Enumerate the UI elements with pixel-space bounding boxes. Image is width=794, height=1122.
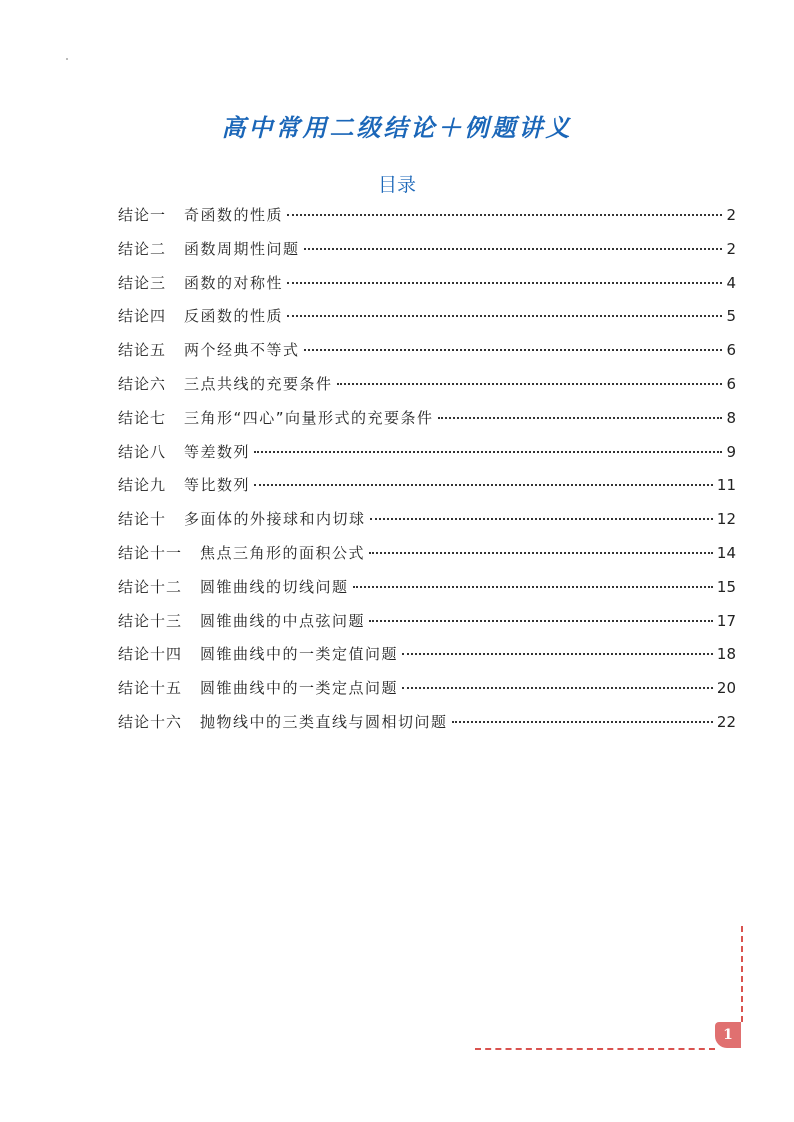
toc-entry-page: 20 [716,679,736,698]
toc-entry[interactable] [118,542,736,576]
toc-dot-leader [402,687,713,689]
toc-entry[interactable] [118,373,736,407]
toc-entry-number: 结论六 [118,374,167,393]
toc-entry[interactable] [118,643,736,677]
toc-entry[interactable] [118,576,736,610]
toc-dot-leader [287,214,722,216]
toc-heading: 目录 [377,174,416,196]
toc-entry[interactable] [118,508,736,542]
toc-entry-number: 结论十一 [118,543,183,562]
toc-entry-page: 15 [716,577,736,596]
toc-dot-leader [452,721,713,723]
toc-entry-title: 圆锥曲线中的一类定值问题 [200,645,399,664]
toc-entry-page: 4 [726,273,736,292]
toc-entry-page: 17 [716,611,736,630]
toc-dot-leader [369,552,713,554]
toc-entry-page: 11 [716,476,736,495]
toc-entry-title: 反函数的性质 [184,307,284,326]
page-corner-horizontal-dashes [475,1048,715,1050]
toc-entry-number: 结论十 [118,510,167,529]
toc-entry-page: 5 [726,307,736,326]
toc-entry-page: 6 [726,341,736,360]
toc-dot-leader [254,451,722,453]
toc-dot-leader [287,315,722,317]
toc-entry-page: 2 [726,239,736,258]
toc-entry-number: 结论十三 [118,611,183,630]
toc-entry-title: 圆锥曲线的中点弦问题 [200,611,366,630]
page-number-badge: 1 [715,1022,741,1048]
toc-entry-page: 2 [726,206,736,224]
toc-entry-page: 8 [726,408,736,427]
toc-entry[interactable] [118,204,736,238]
toc-entry-page: 22 [716,712,736,731]
toc-dot-leader [369,620,713,622]
toc-entry[interactable] [118,441,736,475]
toc-entry-number: 结论十二 [118,577,183,596]
toc-entry-title: 圆锥曲线的切线问题 [200,577,349,596]
toc-entry-number: 结论三 [118,273,167,292]
toc-entry-number: 结论十五 [118,679,183,698]
toc-entry-page: 12 [716,510,736,529]
toc-entry-title: 三点共线的充要条件 [184,374,333,393]
toc-entry[interactable] [118,339,736,373]
toc-entry-number: 结论十四 [118,645,183,664]
toc-entry[interactable] [118,238,736,272]
toc-dot-leader [254,484,713,486]
toc-dot-leader [370,518,713,520]
toc-entry-title: 等比数列 [184,476,251,495]
toc-dot-leader [304,349,723,351]
toc-entry-title: 多面体的外接球和内切球 [184,510,366,529]
toc-entry[interactable] [118,272,736,306]
toc-dot-leader [438,417,723,419]
toc-entry-page: 9 [726,442,736,461]
toc-dot-leader [353,586,713,588]
toc-entry[interactable] [118,711,736,745]
toc-entry-title: 奇函数的性质 [184,206,284,224]
toc-entry[interactable] [118,677,736,711]
toc-entry-page: 18 [716,645,736,664]
toc-entry-number: 结论二 [118,239,167,258]
toc-entry-title: 两个经典不等式 [184,341,300,360]
document-title: 高中常用二级结论＋例题讲义 [221,113,573,143]
toc-entry-number: 结论四 [118,307,167,326]
table-of-contents [118,204,736,745]
toc-entry[interactable] [118,610,736,644]
toc-entry-title: 函数周期性问题 [184,239,300,258]
toc-dot-leader [402,653,713,655]
toc-entry-page: 14 [716,543,736,562]
toc-entry-number: 结论九 [118,476,167,495]
toc-dot-leader [304,248,723,250]
toc-entry-number: 结论十六 [118,712,183,731]
toc-dot-leader [287,282,722,284]
toc-entry-title: 抛物线中的三类直线与圆相切问题 [200,712,448,731]
toc-entry-number: 结论一 [118,206,167,224]
toc-entry-title: 圆锥曲线中的一类定点问题 [200,679,399,698]
toc-entry[interactable] [118,407,736,441]
toc-entry-title: 等差数列 [184,442,251,461]
toc-entry[interactable] [118,305,736,339]
toc-entry-number: 结论五 [118,341,167,360]
toc-entry-title: 焦点三角形的面积公式 [200,543,366,562]
toc-entry[interactable] [118,474,736,508]
toc-dot-leader [337,383,723,385]
toc-entry-number: 结论七 [118,408,167,427]
page-corner-vertical-dashes [741,926,743,1022]
toc-entry-title: 函数的对称性 [184,273,284,292]
toc-entry-number: 结论八 [118,442,167,461]
toc-entry-title: 三角形“四心”向量形式的充要条件 [184,408,434,427]
scan-speck [66,58,68,60]
toc-entry-page: 6 [726,374,736,393]
